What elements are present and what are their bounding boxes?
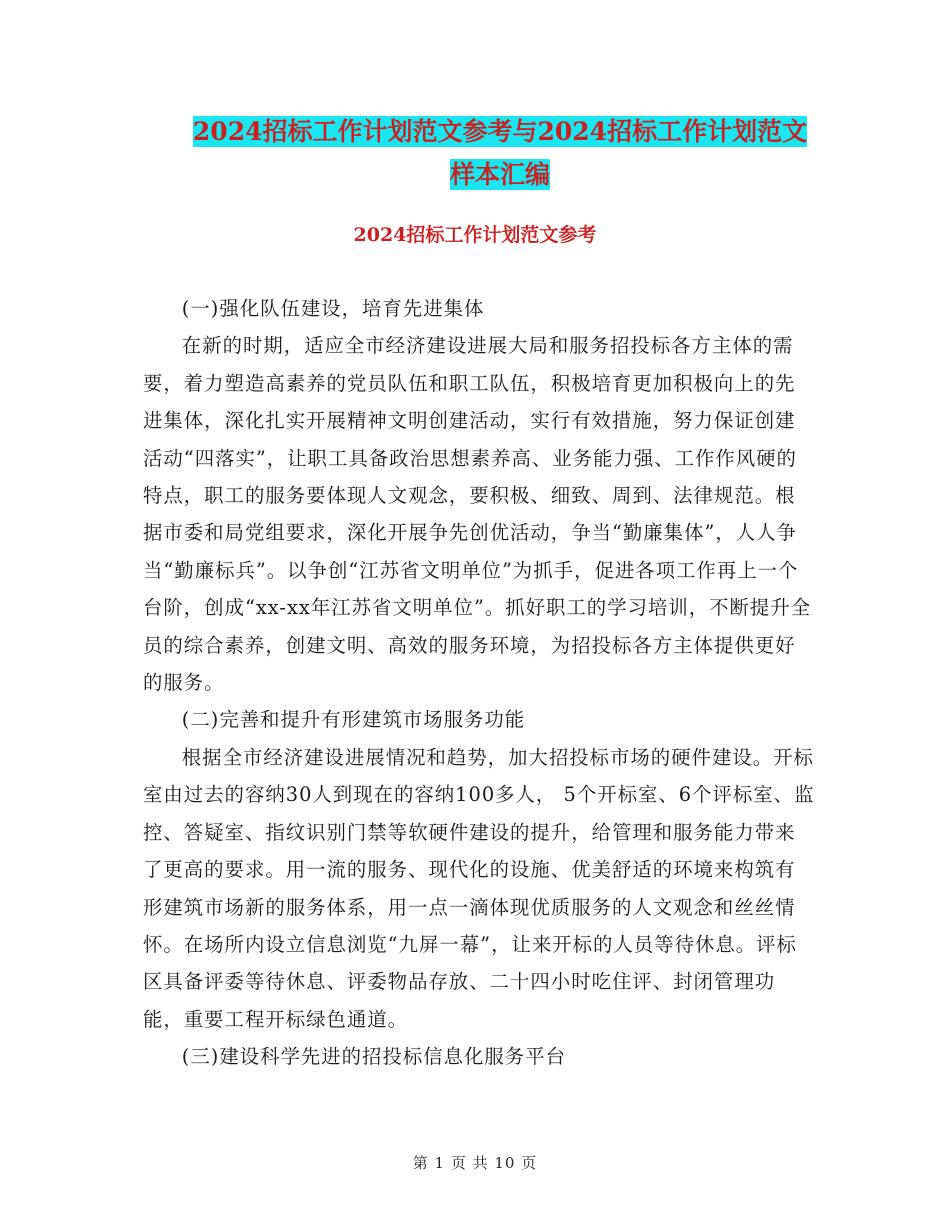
section-heading: 2024招标工作计划范文参考: [353, 224, 597, 246]
document-title-line-1-text: 2024招标工作计划范文参考与2024招标工作计划范文: [192, 117, 808, 146]
page-footer: 第 1 页 共 10 页: [412, 1154, 538, 1172]
document-body: [143, 290, 815, 1076]
document-title-line-2-text: 样本汇编: [449, 160, 550, 189]
subheading-3: (三)建设科学先进的招投标信息化服务平台: [181, 1045, 566, 1069]
paragraph-2: 根据全市经济建设进展情况和趋势，加大招投标市场的硬件建设。开标室由过去的容纳30人到现在的容纳100多人， 5个开标室、6个评标室、监控、答疑室、指纹识别门禁等软硬件建设的提升，给管理和服务能力带来了更高的要求。用一流的服务、现代化的设施、优美舒适的环境来构筑有形建筑市场新的服务体系，用一点一滴体现优质服务的人文观念和丝丝情怀。在场所内设立信息浏览“九屏一幕”，让来开标的人员等待休息。评标区具备评委等待休息、评委物品存放、二十四小时吃住评、封闭管理功能，重要工程开标绿色通道。: [143, 745, 815, 1031]
document-title-line-2: [140, 155, 860, 195]
paragraph-1: 在新的时期，适应全市经济建设进展大局和服务招投标各方主体的需要，着力塑造高素养的党员队伍和职工队伍，积极培育更加积极向上的先进集体，深化扎实开展精神文明创建活动，实行有效措施，努力保证创建活动“四落实”，让职工具备政治思想素养高、业务能力强、工作作风硬的特点，职工的服务要体现人文观念，要积极、细致、周到、法律规范。根据市委和局党组要求，深化开展争先创优活动，争当“勤廉集体”，人人争当“勤廉标兵”。以争创“江苏省文明单位”为抓手，促进各项工作再上一个台阶，创成“xx-xx年江苏省文明单位”。抓好职工的学习培训，不断提升全员的综合素养，创建文明、高效的服务环境，为招投标各方主体提供更好的服务。: [143, 334, 812, 695]
subheading-2: (二)完善和提升有形建筑市场服务功能: [181, 708, 526, 732]
subheading-1: (一)强化队伍建设，培育先进集体: [181, 297, 485, 320]
document-title-line-1: [140, 112, 860, 152]
